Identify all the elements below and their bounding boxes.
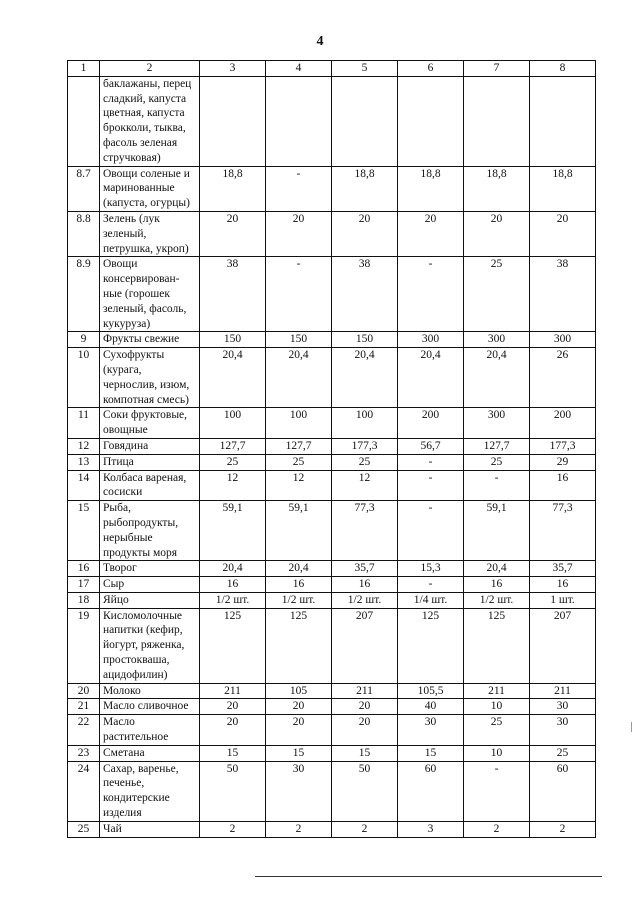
value-cell: 12 bbox=[332, 470, 398, 501]
header-cell: 2 bbox=[100, 61, 200, 77]
value-cell: 40 bbox=[398, 699, 464, 715]
value-cell: 1/2 шт. bbox=[332, 592, 398, 608]
value-cell: 77,3 bbox=[530, 501, 596, 561]
value-cell: 30 bbox=[266, 761, 332, 821]
value-cell: 20 bbox=[266, 211, 332, 256]
value-cell: 20 bbox=[530, 211, 596, 256]
value-cell bbox=[332, 76, 398, 166]
row-number-cell: 17 bbox=[68, 577, 100, 593]
value-cell: 20 bbox=[332, 715, 398, 746]
row-number-cell: 25 bbox=[68, 821, 100, 837]
value-cell: 211 bbox=[464, 683, 530, 699]
value-cell: 20,4 bbox=[266, 348, 332, 408]
table-header-row bbox=[68, 61, 596, 77]
row-number-cell: 9 bbox=[68, 332, 100, 348]
table-row bbox=[68, 699, 596, 715]
value-cell: 211 bbox=[200, 683, 266, 699]
value-cell: 38 bbox=[200, 257, 266, 332]
row-number-cell: 20 bbox=[68, 683, 100, 699]
table-row bbox=[68, 76, 596, 166]
product-name-cell: Яйцо bbox=[100, 592, 200, 608]
value-cell: 150 bbox=[266, 332, 332, 348]
value-cell: 1/2 шт. bbox=[464, 592, 530, 608]
value-cell: 30 bbox=[398, 715, 464, 746]
margin-mark bbox=[631, 722, 632, 732]
value-cell: 300 bbox=[464, 332, 530, 348]
value-cell: 16 bbox=[200, 577, 266, 593]
value-cell: 35,7 bbox=[530, 561, 596, 577]
value-cell: - bbox=[464, 470, 530, 501]
value-cell: 25 bbox=[200, 454, 266, 470]
value-cell: 50 bbox=[200, 761, 266, 821]
value-cell: 25 bbox=[266, 454, 332, 470]
table-row bbox=[68, 408, 596, 439]
value-cell: 100 bbox=[200, 408, 266, 439]
value-cell: 2 bbox=[266, 821, 332, 837]
product-name-cell: Овощи соленые и маринованные (капуста, огурцы) bbox=[100, 166, 200, 211]
value-cell: 20 bbox=[200, 699, 266, 715]
table-row bbox=[68, 592, 596, 608]
value-cell: 35,7 bbox=[332, 561, 398, 577]
header-cell: 7 bbox=[464, 61, 530, 77]
value-cell: 20 bbox=[200, 211, 266, 256]
food-norms-table bbox=[67, 60, 596, 838]
value-cell: 3 bbox=[398, 821, 464, 837]
value-cell: 10 bbox=[464, 699, 530, 715]
value-cell: 20,4 bbox=[332, 348, 398, 408]
value-cell: 125 bbox=[200, 608, 266, 683]
value-cell: 125 bbox=[266, 608, 332, 683]
product-name-cell: Чай bbox=[100, 821, 200, 837]
product-name-cell: Сахар, варенье, печенье, кондитерские изделия bbox=[100, 761, 200, 821]
value-cell: 100 bbox=[266, 408, 332, 439]
value-cell: 2 bbox=[200, 821, 266, 837]
value-cell: 25 bbox=[464, 257, 530, 332]
value-cell: 12 bbox=[200, 470, 266, 501]
table-row bbox=[68, 501, 596, 561]
product-name-cell: Фрукты свежие bbox=[100, 332, 200, 348]
value-cell: 16 bbox=[530, 470, 596, 501]
value-cell: 60 bbox=[530, 761, 596, 821]
product-name-cell: Соки фруктовые, овощные bbox=[100, 408, 200, 439]
header-cell: 6 bbox=[398, 61, 464, 77]
value-cell: 2 bbox=[530, 821, 596, 837]
value-cell: 16 bbox=[464, 577, 530, 593]
product-name-cell: Кисломолочные напитки (кефир, йогурт, ряженка, простокваша, ацидофилин) bbox=[100, 608, 200, 683]
value-cell bbox=[464, 76, 530, 166]
value-cell: - bbox=[266, 166, 332, 211]
value-cell: 211 bbox=[530, 683, 596, 699]
table-row bbox=[68, 715, 596, 746]
product-name-cell: Масло растительное bbox=[100, 715, 200, 746]
value-cell: 20 bbox=[200, 715, 266, 746]
table-row bbox=[68, 761, 596, 821]
value-cell: 25 bbox=[464, 454, 530, 470]
value-cell: 300 bbox=[398, 332, 464, 348]
product-name-cell: Творог bbox=[100, 561, 200, 577]
table-row bbox=[68, 211, 596, 256]
value-cell: 200 bbox=[530, 408, 596, 439]
product-name-cell: Овощи консервирован-ные (горошек зеленый, фасоль, кукуруза) bbox=[100, 257, 200, 332]
value-cell: 1/2 шт. bbox=[266, 592, 332, 608]
row-number-cell: 10 bbox=[68, 348, 100, 408]
value-cell: 127,7 bbox=[266, 438, 332, 454]
value-cell: 16 bbox=[530, 577, 596, 593]
value-cell: 15,3 bbox=[398, 561, 464, 577]
row-number-cell: 24 bbox=[68, 761, 100, 821]
value-cell: - bbox=[464, 761, 530, 821]
value-cell: 59,1 bbox=[200, 501, 266, 561]
value-cell: 20 bbox=[398, 211, 464, 256]
footer-rule bbox=[255, 876, 602, 877]
product-name-cell: баклажаны, перец сладкий, капуста цветная, капуста брокколи, тыква, фасоль зеленая стручковая) bbox=[100, 76, 200, 166]
value-cell: 211 bbox=[332, 683, 398, 699]
value-cell: 150 bbox=[332, 332, 398, 348]
table-row bbox=[68, 821, 596, 837]
value-cell: 15 bbox=[266, 745, 332, 761]
row-number-cell: 15 bbox=[68, 501, 100, 561]
product-name-cell: Сметана bbox=[100, 745, 200, 761]
header-cell: 5 bbox=[332, 61, 398, 77]
table-row bbox=[68, 438, 596, 454]
row-number-cell: 22 bbox=[68, 715, 100, 746]
value-cell: 50 bbox=[332, 761, 398, 821]
table-row bbox=[68, 608, 596, 683]
row-number-cell: 11 bbox=[68, 408, 100, 439]
table-row bbox=[68, 348, 596, 408]
value-cell: 18,8 bbox=[464, 166, 530, 211]
value-cell bbox=[398, 76, 464, 166]
header-cell: 3 bbox=[200, 61, 266, 77]
value-cell: 30 bbox=[530, 715, 596, 746]
value-cell: 125 bbox=[464, 608, 530, 683]
value-cell: 12 bbox=[266, 470, 332, 501]
value-cell: - bbox=[266, 257, 332, 332]
row-number-cell bbox=[68, 76, 100, 166]
value-cell: - bbox=[398, 577, 464, 593]
row-number-cell: 13 bbox=[68, 454, 100, 470]
value-cell bbox=[530, 76, 596, 166]
value-cell: 16 bbox=[266, 577, 332, 593]
value-cell: 300 bbox=[530, 332, 596, 348]
value-cell: 20,4 bbox=[200, 561, 266, 577]
table-row bbox=[68, 470, 596, 501]
value-cell: 60 bbox=[398, 761, 464, 821]
value-cell bbox=[266, 76, 332, 166]
row-number-cell: 19 bbox=[68, 608, 100, 683]
value-cell: 207 bbox=[332, 608, 398, 683]
value-cell: 125 bbox=[398, 608, 464, 683]
table-body bbox=[68, 61, 596, 838]
value-cell: 20 bbox=[266, 715, 332, 746]
page-number: 4 bbox=[316, 34, 324, 49]
product-name-cell: Колбаса вареная, сосиски bbox=[100, 470, 200, 501]
value-cell: 2 bbox=[464, 821, 530, 837]
value-cell: 10 bbox=[464, 745, 530, 761]
value-cell: 16 bbox=[332, 577, 398, 593]
value-cell: 77,3 bbox=[332, 501, 398, 561]
value-cell: 207 bbox=[530, 608, 596, 683]
value-cell: 127,7 bbox=[200, 438, 266, 454]
table-row bbox=[68, 257, 596, 332]
value-cell: 100 bbox=[332, 408, 398, 439]
row-number-cell: 23 bbox=[68, 745, 100, 761]
table-row bbox=[68, 332, 596, 348]
value-cell: 25 bbox=[332, 454, 398, 470]
value-cell: 56,7 bbox=[398, 438, 464, 454]
value-cell: 59,1 bbox=[464, 501, 530, 561]
product-name-cell: Сухофрукты (курага, чернослив, изюм, компотная смесь) bbox=[100, 348, 200, 408]
value-cell: - bbox=[398, 501, 464, 561]
value-cell: 15 bbox=[332, 745, 398, 761]
value-cell: 15 bbox=[200, 745, 266, 761]
value-cell: 20 bbox=[266, 699, 332, 715]
value-cell: 15 bbox=[398, 745, 464, 761]
value-cell: 105 bbox=[266, 683, 332, 699]
table-row bbox=[68, 683, 596, 699]
value-cell: 177,3 bbox=[332, 438, 398, 454]
value-cell: 20,4 bbox=[464, 348, 530, 408]
value-cell: 177,3 bbox=[530, 438, 596, 454]
row-number-cell: 21 bbox=[68, 699, 100, 715]
value-cell: 25 bbox=[530, 745, 596, 761]
row-number-cell: 12 bbox=[68, 438, 100, 454]
row-number-cell: 8.9 bbox=[68, 257, 100, 332]
value-cell: 59,1 bbox=[266, 501, 332, 561]
row-number-cell: 8.7 bbox=[68, 166, 100, 211]
value-cell: 1 шт. bbox=[530, 592, 596, 608]
value-cell: 105,5 bbox=[398, 683, 464, 699]
value-cell: 20,4 bbox=[266, 561, 332, 577]
product-name-cell: Молоко bbox=[100, 683, 200, 699]
value-cell: 1/2 шт. bbox=[200, 592, 266, 608]
product-name-cell: Масло сливочное bbox=[100, 699, 200, 715]
value-cell bbox=[200, 76, 266, 166]
value-cell: 20 bbox=[332, 699, 398, 715]
value-cell: 29 bbox=[530, 454, 596, 470]
value-cell: 20,4 bbox=[398, 348, 464, 408]
header-cell: 1 bbox=[68, 61, 100, 77]
value-cell: 200 bbox=[398, 408, 464, 439]
value-cell: 20 bbox=[464, 211, 530, 256]
value-cell: 18,8 bbox=[332, 166, 398, 211]
value-cell: 300 bbox=[464, 408, 530, 439]
row-number-cell: 16 bbox=[68, 561, 100, 577]
value-cell: 38 bbox=[530, 257, 596, 332]
table-row bbox=[68, 745, 596, 761]
table-row bbox=[68, 454, 596, 470]
value-cell: 25 bbox=[464, 715, 530, 746]
product-name-cell: Рыба, рыбопродукты, нерыбные продукты моря bbox=[100, 501, 200, 561]
product-name-cell: Говядина bbox=[100, 438, 200, 454]
value-cell: 20,4 bbox=[464, 561, 530, 577]
value-cell: 1/4 шт. bbox=[398, 592, 464, 608]
value-cell: 127,7 bbox=[464, 438, 530, 454]
value-cell: - bbox=[398, 454, 464, 470]
product-name-cell: Сыр bbox=[100, 577, 200, 593]
value-cell: 18,8 bbox=[398, 166, 464, 211]
value-cell: 150 bbox=[200, 332, 266, 348]
row-number-cell: 14 bbox=[68, 470, 100, 501]
row-number-cell: 8.8 bbox=[68, 211, 100, 256]
table-row bbox=[68, 577, 596, 593]
value-cell: - bbox=[398, 470, 464, 501]
header-cell: 8 bbox=[530, 61, 596, 77]
product-name-cell: Зелень (лук зеленый, петрушка, укроп) bbox=[100, 211, 200, 256]
value-cell: 30 bbox=[530, 699, 596, 715]
product-name-cell: Птица bbox=[100, 454, 200, 470]
value-cell: 2 bbox=[332, 821, 398, 837]
value-cell: - bbox=[398, 257, 464, 332]
value-cell: 18,8 bbox=[200, 166, 266, 211]
row-number-cell: 18 bbox=[68, 592, 100, 608]
header-cell: 4 bbox=[266, 61, 332, 77]
table-row bbox=[68, 166, 596, 211]
value-cell: 38 bbox=[332, 257, 398, 332]
value-cell: 20 bbox=[332, 211, 398, 256]
value-cell: 18,8 bbox=[530, 166, 596, 211]
table-row bbox=[68, 561, 596, 577]
value-cell: 20,4 bbox=[200, 348, 266, 408]
value-cell: 26 bbox=[530, 348, 596, 408]
